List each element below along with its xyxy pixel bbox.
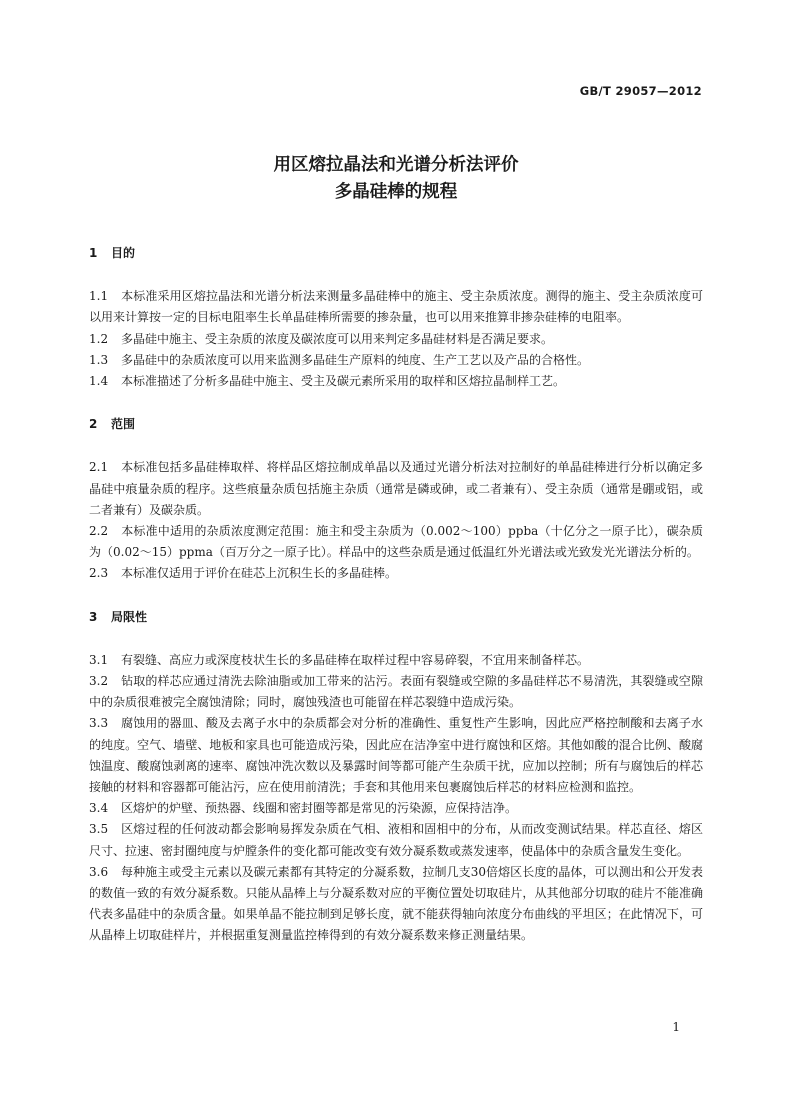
standard-code: GB/T 29057—2012 <box>579 84 702 98</box>
section-heading <box>89 607 703 628</box>
clause-text: 本标准采用区熔拉晶法和光谱分析法来测量多晶硅棒中的施主、受主杂质浓度。测得的施主、受主杂质浓度可以用来计算按一定的目标电阻率生长单晶硅棒所需要的掺杂量，也可以用来推算非掺杂硅棒的电阻率。 <box>89 289 703 325</box>
section-purpose <box>89 243 703 392</box>
clause-text: 多晶硅中施主、受主杂质的浓度及碳浓度可以用来判定多晶硅材料是否满足要求。 <box>121 331 554 346</box>
clause-text: 本标准包括多晶硅棒取样、将样品区熔拉制成单晶以及通过光谱分析法对拉制好的单晶硅棒进行分析以确定多晶硅中痕量杂质的程序。这些痕量杂质包括施主杂质（通常是磷或砷，或二者兼有）、受主杂质（通常是硼或铝，或二者兼有）及碳杂质。 <box>89 460 703 517</box>
clause <box>89 819 703 861</box>
section-title: 范围 <box>111 417 136 432</box>
clause <box>89 671 703 713</box>
clause-text: 有裂缝、高应力或深度枝状生长的多晶硅棒在取样过程中容易碎裂，不宜用来制备样芯。 <box>121 652 590 667</box>
section-heading <box>89 414 703 435</box>
clause <box>89 329 703 350</box>
clause-number: 1.3 <box>89 352 109 367</box>
section-number: 3 <box>89 609 98 624</box>
clause-text: 本标准描述了分析多晶硅中施主、受主及碳元素所采用的取样和区熔拉晶制样工艺。 <box>121 374 566 389</box>
section-limitations <box>89 607 703 947</box>
section-number: 2 <box>89 417 98 432</box>
clause-text: 本标准中适用的杂质浓度测定范围：施主和受主杂质为（0.002～100）ppba（十亿分之一原子比），碳杂质为（0.02～15）ppma（百万分之一原子比）。样品中的这些杂质是通过低温红外光谱法或光致发光光谱法分析的。 <box>89 524 703 560</box>
clause-text: 多晶硅中的杂质浓度可以用来监测多晶硅生产原料的纯度、生产工艺以及产品的合格性。 <box>121 352 590 367</box>
clause-number: 2.1 <box>89 460 109 475</box>
clause-number: 3.4 <box>89 801 109 816</box>
clause-text: 每种施主或受主元素以及碳元素都有其特定的分凝系数，拉制几支30倍熔区长度的晶体，可以测出和公开发表的数值一致的有效分凝系数。只能从晶棒上与分凝系数对应的平衡位置处切取硅片，从其他部分切取的硅片不能准确代表多晶硅中的杂质含量。如果单晶不能拉制到足够长度，就不能获得轴向浓度分布曲线的平坦区；在此情况下，可从晶棒上切取硅样片，并根据重复测量监控棒得到的有效分凝系数来修正测量结果。 <box>89 864 703 943</box>
clause-text: 腐蚀用的器皿、酸及去离子水中的杂质都会对分析的准确性、重复性产生影响，因此应严格控制酸和去离子水的纯度。空气、墙壁、地板和家具也可能造成污染，因此应在洁净室中进行腐蚀和区熔。其他如酸的混合比例、酸腐蚀温度、酸腐蚀剥离的速率、腐蚀冲洗次数以及暴露时间等都可能产生杂质干扰，应加以控制；所有与腐蚀后的样芯接触的材料和容器都可能沾污，应在使用前清洗；手套和其他用来包裹腐蚀后样芯的材料应检测和监控。 <box>89 716 703 795</box>
section-title: 目的 <box>111 246 136 260</box>
clause <box>89 350 703 371</box>
page-number: 1 <box>672 1020 680 1034</box>
clause-number: 3.6 <box>89 864 109 879</box>
clause <box>89 521 703 563</box>
clause <box>89 713 703 798</box>
clause <box>89 862 703 947</box>
clause <box>89 457 703 521</box>
clause-number: 3.1 <box>89 652 109 667</box>
document-title <box>0 152 792 206</box>
clause <box>89 650 703 671</box>
clause-text: 本标准仅适用于评价在硅芯上沉积生长的多晶硅棒。 <box>121 566 398 581</box>
clause-text: 区熔过程的任何波动都会影响易挥发杂质在气相、液相和固相中的分布，从而改变测试结果。样芯直径、熔区尺寸、拉速、密封圈纯度与炉膛条件的变化都可能改变有效分凝系数或蒸发速率，使晶体中的杂质含量发生变化。 <box>89 822 703 858</box>
title-line-1: 用区熔拉晶法和光谱分析法评价 <box>273 155 519 175</box>
clause-number: 1.1 <box>89 289 109 304</box>
clause <box>89 371 703 392</box>
clause-number: 1.2 <box>89 331 109 346</box>
title-line-2: 多晶硅棒的规程 <box>334 182 458 202</box>
clause-text: 钻取的样芯应通过清洗去除油脂或加工带来的沾污。表面有裂缝或空隙的多晶硅样芯不易清洗，其裂缝或空隙中的杂质很难被完全腐蚀清除；同时，腐蚀残渣也可能留在样芯裂缝中造成污染。 <box>89 674 703 710</box>
clause-number: 3.5 <box>89 822 109 837</box>
clause-number: 2.3 <box>89 566 109 581</box>
clause <box>89 563 703 584</box>
clause-number: 3.3 <box>89 716 109 731</box>
section-number: 1 <box>89 246 98 260</box>
clause-text: 区熔炉的炉壁、预热器、线圈和密封圈等都是常见的污染源，应保持洁净。 <box>121 801 518 816</box>
clause <box>89 798 703 819</box>
clause <box>89 286 703 328</box>
clause-number: 1.4 <box>89 374 109 389</box>
document-body <box>89 243 703 969</box>
section-heading <box>89 243 703 264</box>
section-title: 局限性 <box>111 609 148 624</box>
clause-number: 2.2 <box>89 524 109 539</box>
clause-number: 3.2 <box>89 674 109 689</box>
section-scope <box>89 414 703 584</box>
